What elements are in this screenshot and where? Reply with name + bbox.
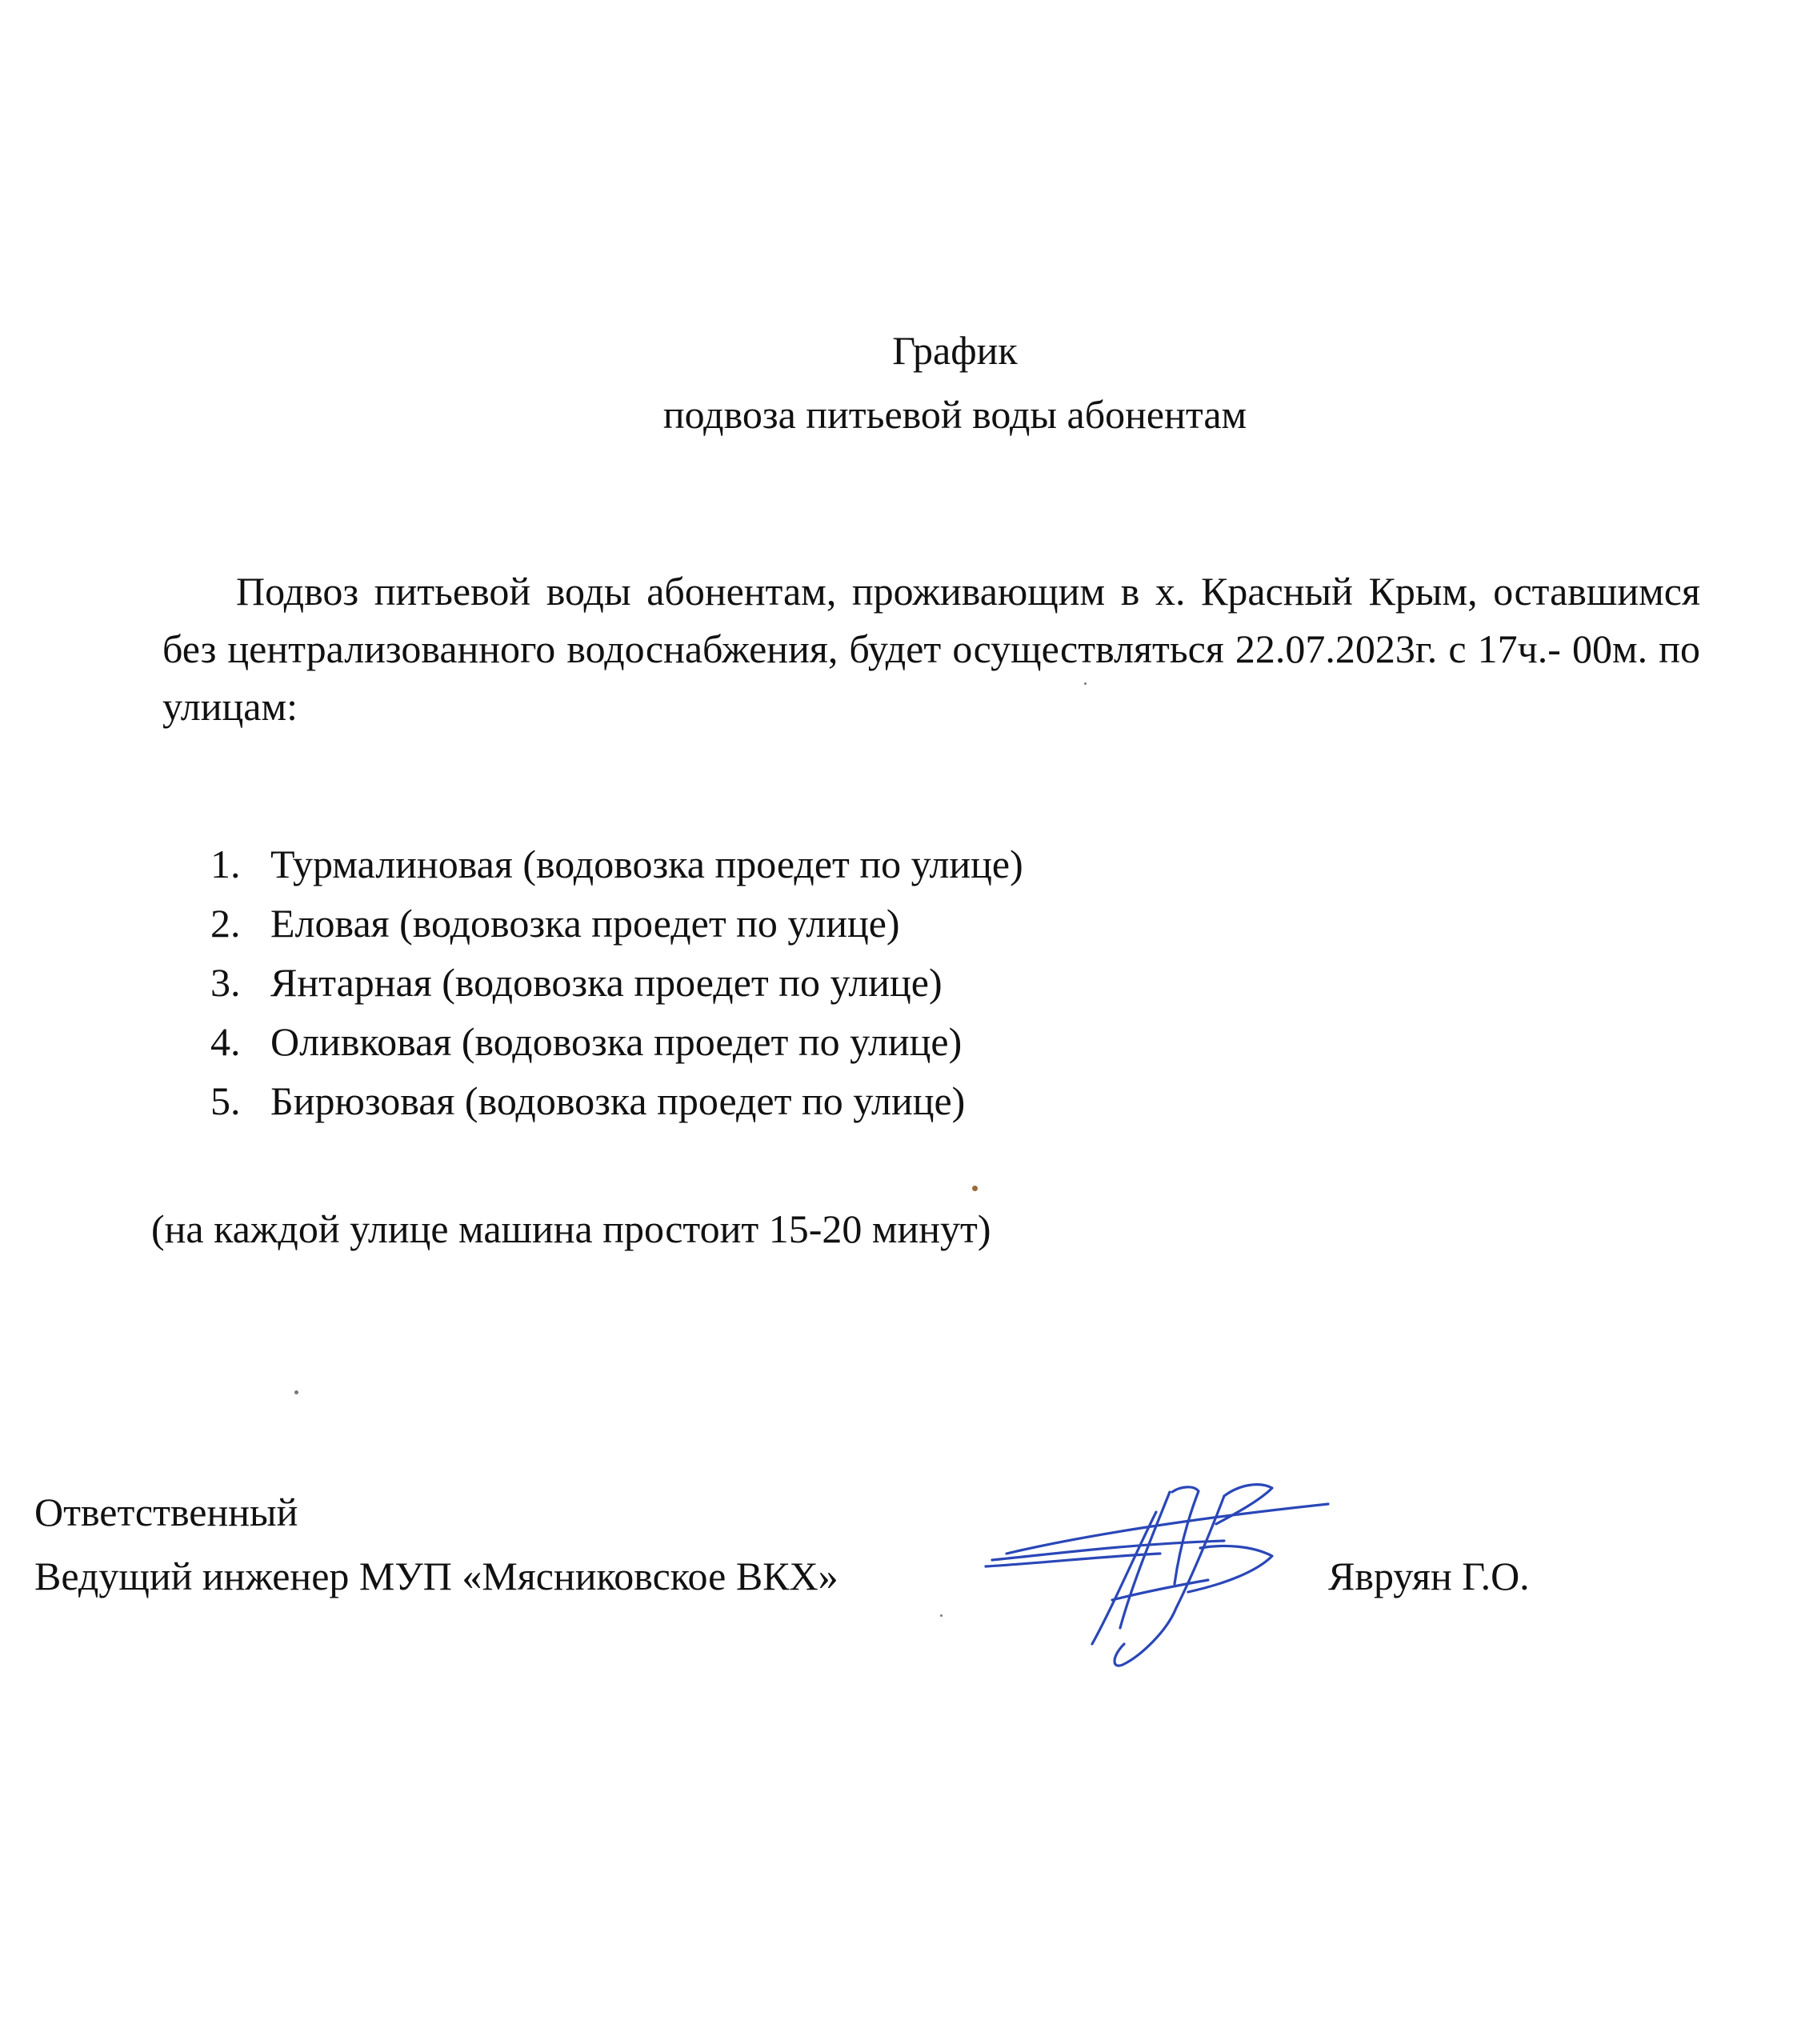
list-item-number: 3. (210, 960, 241, 1005)
list-item-number: 4. (210, 1019, 241, 1064)
list-item-number: 1. (210, 842, 241, 886)
list-item (210, 834, 1023, 894)
list-item-text: Турмалиновая (водовозка проедет по улице) (270, 842, 1023, 886)
list-item-text: Янтарная (водовозка проедет по улице) (270, 960, 943, 1005)
document-subtitle: подвоза питьевой воды абонентам (662, 392, 1247, 437)
list-item (210, 894, 1023, 953)
scan-speck (940, 1614, 943, 1617)
list-item (210, 953, 1023, 1012)
street-list (210, 834, 1023, 1130)
list-item (210, 1071, 1023, 1130)
list-item (210, 1012, 1023, 1071)
list-item-text: Еловая (водовозка проедет по улице) (270, 901, 900, 946)
list-item-text: Оливковая (водовозка проедет по улице) (270, 1019, 963, 1064)
document-title: График (892, 328, 1018, 373)
list-item-text: Бирюзовая (водовозка проедет по улице) (270, 1078, 966, 1123)
scan-speck (972, 1186, 978, 1191)
list-item-number: 2. (210, 901, 241, 946)
scan-speck (1084, 682, 1087, 685)
handwritten-signature (984, 1480, 1344, 1672)
scan-speck (294, 1390, 298, 1394)
signatory-name: Явруян Г.О. (1328, 1554, 1530, 1598)
stop-duration-note: (на каждой улице машина простоит 15-20 минут) (151, 1206, 991, 1251)
body-paragraph: Подвоз питьевой воды абонентам, проживающим в х. Красный Крым, оставшимся без централизованного водоснабжения, будет осуществляться 22.07.2023г. с 17ч.- 00м. по улицам: (162, 569, 1700, 729)
signatory-position: Ведущий инженер МУП «Мясниковское ВКХ» (34, 1554, 838, 1598)
responsible-label: Ответственный (34, 1490, 298, 1534)
list-item-number: 5. (210, 1078, 241, 1123)
